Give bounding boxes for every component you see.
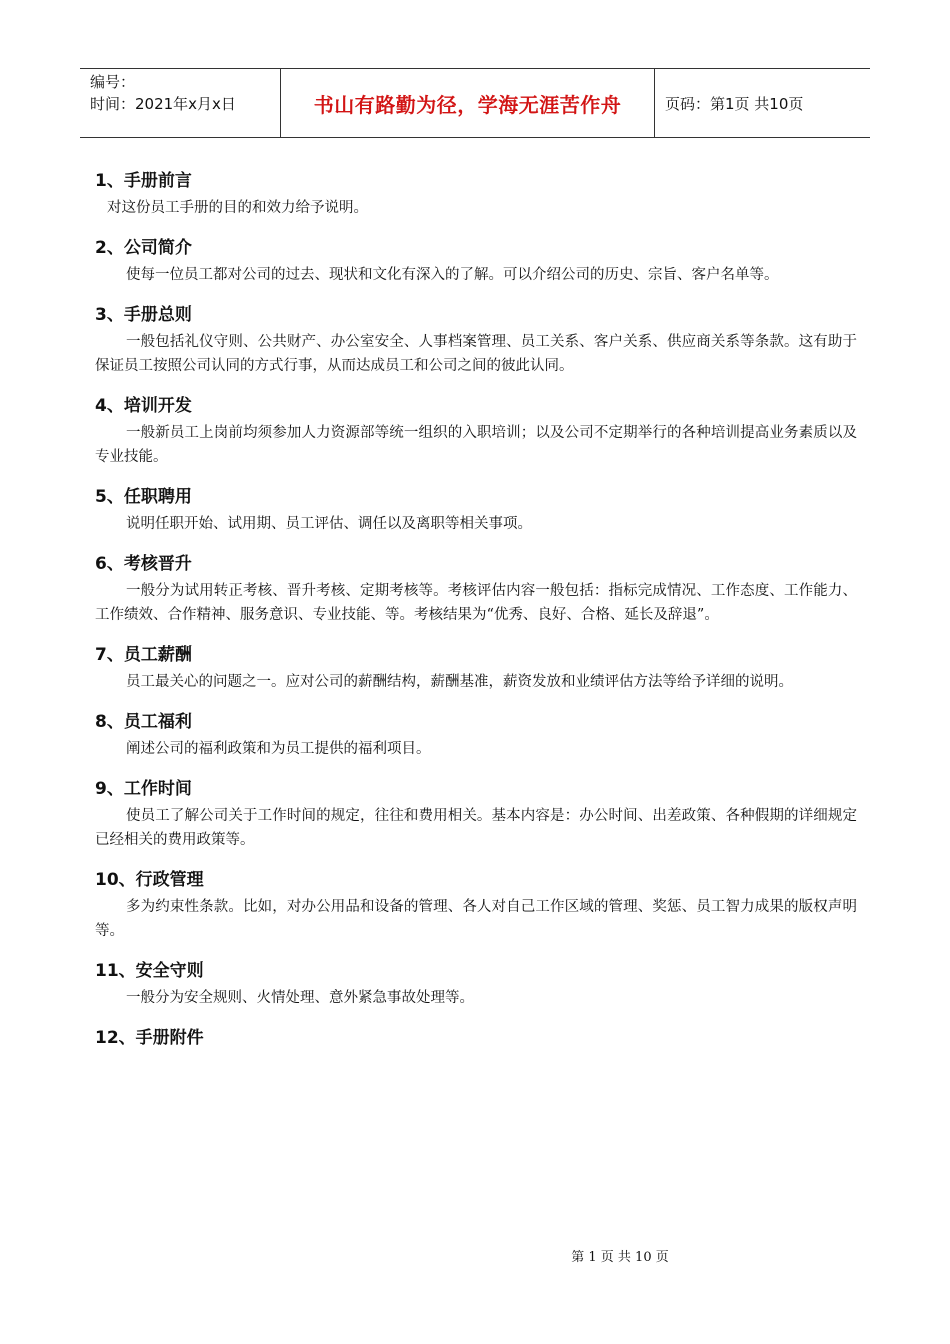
section-text: 对这份员工手册的目的和效力给予说明。 [107, 200, 368, 216]
document-body [95, 166, 857, 1066]
header-meta [80, 69, 281, 137]
section [95, 956, 857, 1010]
section [95, 391, 857, 469]
header-motto: 书山有路勤为径，学海无涯苦作舟 [313, 92, 622, 117]
section-text: 员工最关心的问题之一。应对公司的薪酬结构，薪酬基准，薪资发放和业绩评估方法等给予详细的说明。 [126, 674, 793, 690]
section-heading: 9、工作时间 [95, 779, 192, 799]
section-heading: 11、安全守则 [95, 961, 204, 981]
section-text: 说明任职开始、试用期、员工评估、调任以及离职等相关事项。 [126, 516, 532, 532]
section [95, 233, 857, 287]
section-text: 阐述公司的福利政策和为员工提供的福利项目。 [126, 741, 431, 757]
section-text: 一般包括礼仪守则、公共财产、办公室安全、人事档案管理、员工关系、客户关系、供应商关系等条款。这有助于保证员工按照公司认同的方式行事，从而达成员工和公司之间的彼此认同。 [95, 334, 857, 374]
section-heading: 3、手册总则 [95, 305, 192, 325]
section [95, 707, 857, 761]
section-heading: 4、培训开发 [95, 396, 192, 416]
header-page-code: 页码：第1页 共10页 [665, 94, 804, 113]
section-text: 一般新员工上岗前均须参加人力资源部等统一组织的入职培训；以及公司不定期举行的各种培训提高业务素质以及专业技能。 [95, 425, 857, 465]
section [95, 865, 857, 943]
page-header [80, 68, 870, 138]
header-motto-cell [281, 69, 655, 137]
header-page-code-cell [655, 69, 870, 137]
section-heading: 5、任职聘用 [95, 487, 192, 507]
section [95, 166, 857, 220]
section-heading: 8、员工福利 [95, 712, 192, 732]
document-number: 编号： [90, 73, 136, 91]
section-text: 一般分为安全规则、火情处理、意外紧急事故处理等。 [126, 990, 474, 1006]
section [95, 482, 857, 536]
section-heading: 12、手册附件 [95, 1028, 204, 1048]
section-heading: 10、行政管理 [95, 870, 204, 890]
section-text: 使每一位员工都对公司的过去、现状和文化有深入的了解。可以介绍公司的历史、宗旨、客户名单等。 [126, 267, 779, 283]
section-heading: 7、员工薪酬 [95, 645, 192, 665]
section-heading: 1、手册前言 [95, 171, 192, 191]
section-heading: 6、考核晋升 [95, 554, 192, 574]
section [95, 300, 857, 378]
section [95, 640, 857, 694]
section [95, 1023, 857, 1053]
section-heading: 2、公司简介 [95, 238, 192, 258]
section [95, 549, 857, 627]
section-text: 使员工了解公司关于工作时间的规定，往往和费用相关。基本内容是：办公时间、出差政策、各种假期的详细规定已经相关的费用政策等。 [95, 808, 857, 848]
page-footer: 第 1 页 共 10 页 [571, 1250, 669, 1265]
section [95, 774, 857, 852]
section-text: 多为约束性条款。比如，对办公用品和设备的管理、各人对自己工作区域的管理、奖惩、员工智力成果的版权声明等。 [95, 899, 857, 939]
section-text: 一般分为试用转正考核、晋升考核、定期考核等。考核评估内容一般包括：指标完成情况、工作态度、工作能力、工作绩效、合作精神、服务意识、专业技能、等。考核结果为“优秀、良好、合格、延长及辞退”。 [95, 583, 857, 623]
document-date: 时间：2021年x月x日 [90, 95, 236, 113]
